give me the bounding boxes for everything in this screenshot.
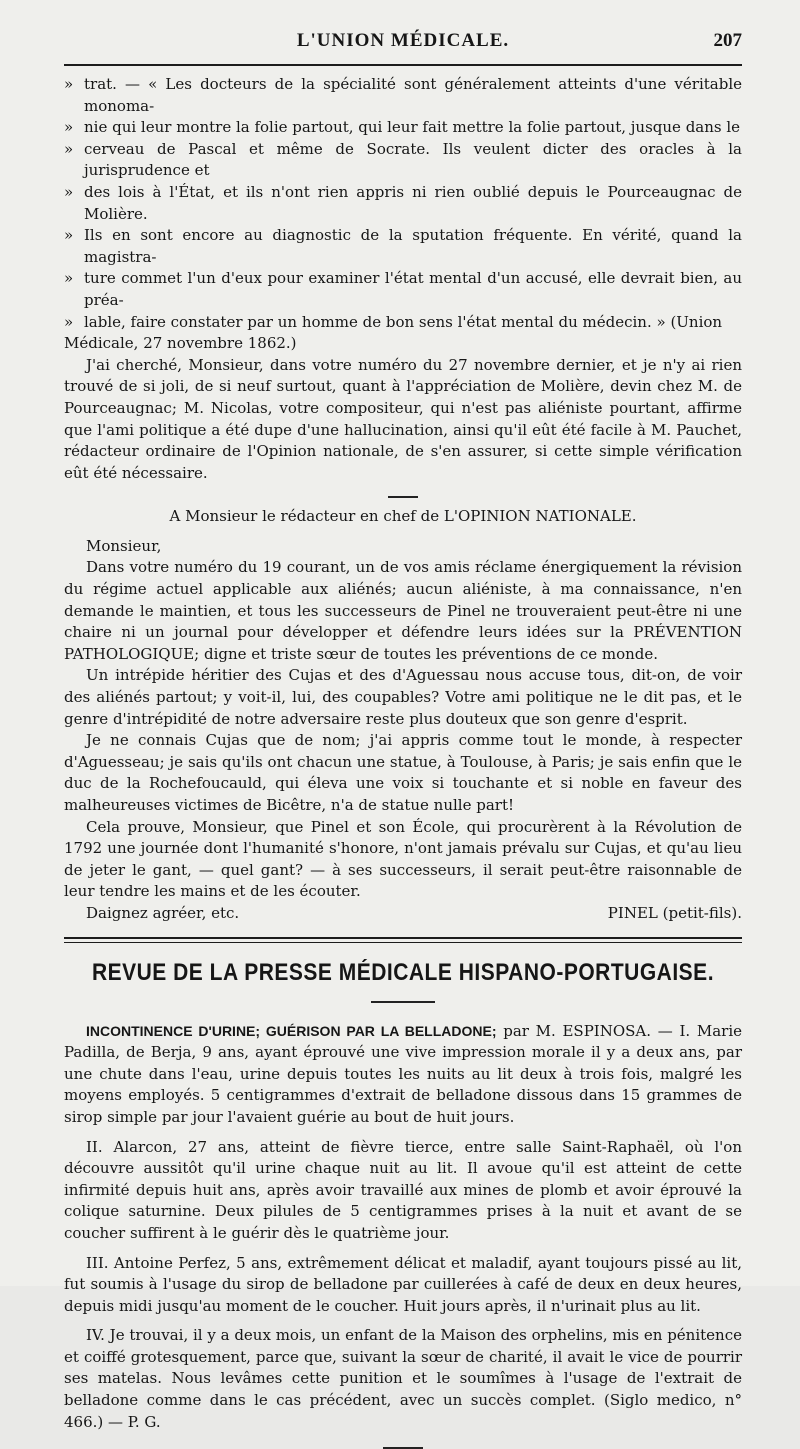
quotation-line-text: lable, faire constater par un homme de bon sens l'état mental du médecin. » (Union bbox=[84, 312, 723, 331]
quotation-line bbox=[64, 225, 742, 268]
closing-formula: Daignez agréer, etc. bbox=[86, 903, 240, 922]
quotation-line bbox=[64, 268, 742, 311]
article-case-3: III. Antoine Perfez, 5 ans, extrêmement délicat et maladif, ayant toujours pissé au lit, fut soumis à l'usage du sirop de belladone par cuillerées à café de deux en deux heures, depuis midi jusqu'au moment de le coucher. Huit jours après, il n'urinait plus au lit. bbox=[64, 1253, 742, 1315]
separator-rule bbox=[371, 1001, 435, 1003]
guillemet-mark: » bbox=[64, 75, 74, 93]
quotation-line-text: Ils en sont encore au diagnostic de la sputation fréquente. En vérité, quand la magistra- bbox=[84, 226, 742, 266]
guillemet-mark: » bbox=[64, 312, 74, 331]
letter-heading: A Monsieur le rédacteur en chef de L'OPINION NATIONALE. bbox=[169, 507, 637, 526]
guillemet-mark: » bbox=[64, 269, 74, 288]
quotation-line-text: ture commet l'un d'eux pour examiner l'état mental d'un accusé, elle devrait bien, au préa- bbox=[84, 269, 742, 309]
quotation-line bbox=[64, 312, 742, 334]
guillemet-mark: » bbox=[64, 182, 74, 201]
salutation: Monsieur, bbox=[86, 536, 162, 555]
article-case-2: II. Alarcon, 27 ans, atteint de fièvre tierce, entre salle Saint-Raphaël, où l'on découvre aussitôt qu'il urine chaque nuit au lit. Il avoue qu'il est atteint de cette infirmité depuis huit ans, après avoir travaillé aux mines de plomb et avoir éprouvé la colique saturnine. Deux pilules de 5 centigrammes prises à la nuit et avant de se coucher suffirent à le guérir dès le quatrième jour. bbox=[64, 1137, 742, 1242]
paragraph: J'ai cherché, Monsieur, dans votre numéro du 27 novembre dernier, et je n'y ai rien trouvé de si joli, de si neuf surtout, quant à l'appréciation de Molière, devin chez M. de Pourceaugnac; M. Nicolas, votre compositeur, qui n'est pas aliéniste pourtant, affirme que l'ami politique a été dupe d'une hallucination, ainsi qu'il eût été facile à M. Pauchet, rédacteur ordinaire de l'Opinion nationale, de s'en assurer, si cette simple vérification eût été nécessaire. bbox=[64, 355, 742, 482]
quotation-block bbox=[64, 74, 742, 333]
quotation-line-text: nie qui leur montre la folie partout, qui leur fait mettre la folie partout, jusque dans le bbox=[84, 118, 741, 137]
article-case-4: IV. Je trouvai, il y a deux mois, un enfant de la Maison des orphelins, mis en pénitence et coiffé grotesquement, parce que, suivant la sœur de charité, il avait le vice de pourrir ses matelas. Nous levâmes cette punition et le soumîmes à l'usage de l'extrait de belladone comme dans le cas précédent, avec un succès complet. (Siglo medico, n° 466.) — P. G. bbox=[64, 1326, 742, 1431]
quotation-end: Médicale, 27 novembre 1862.) bbox=[64, 334, 297, 353]
section-double-rule bbox=[64, 937, 742, 943]
signature: PINEL (petit-fils). bbox=[607, 903, 742, 922]
letter-closing bbox=[64, 903, 742, 925]
running-head: L'UNION MÉDICALE. bbox=[296, 30, 510, 51]
separator-rule bbox=[388, 496, 418, 498]
quotation-line bbox=[64, 74, 742, 117]
page-header bbox=[64, 28, 742, 66]
quotation-line-text: cerveau de Pascal et même de Socrate. Ils veulent dicter des oracles à la jurisprudence et bbox=[84, 139, 742, 180]
article-case-1 bbox=[64, 1021, 742, 1129]
quotation-line bbox=[64, 139, 742, 182]
quotation-line-text: trat. — « Les docteurs de la spécialité sont généralement atteints d'une véritable monoma- bbox=[84, 75, 742, 115]
guillemet-mark: » bbox=[64, 226, 74, 245]
case-text: par M. ESPINOSA. — I. Marie Padilla, de Berja, 9 ans, ayant éprouvé une vive impression morale il y a deux ans, par une chute dans l'eau, urine depuis toutes les nuits au lit deux à trois fois, malgré les moyens employés. 5 centigrammes d'extrait de belladone dissous dans 15 grammes de sirop simple par jour l'avaient guérie au bout de huit jours. bbox=[64, 1021, 742, 1126]
quotation-line bbox=[64, 117, 742, 139]
page-number: 207 bbox=[713, 30, 742, 51]
letter-paragraph: Un intrépide héritier des Cujas et des d'Aguessau nous accuse tous, dit-on, de voir des aliénés partout; y voit-il, lui, des coupables? Votre ami politique ne le dit pas, et le genre d'intrépidité de notre adversaire reste plus douteux que son genre d'esprit. bbox=[64, 666, 742, 728]
quotation-line bbox=[64, 182, 742, 225]
quotation-line-text: des lois à l'État, et ils n'ont rien appris ni rien oublié depuis le Pourceaugnac de Molière. bbox=[84, 182, 742, 223]
guillemet-mark: » bbox=[64, 139, 74, 158]
letter-paragraph: Cela prouve, Monsieur, que Pinel et son École, qui procurèrent à la Révolution de 1792 une journée dont l'humanité s'honore, n'ont jamais prévalu sur Cujas, et qu'au lieu de jeter le gant, — quel gant? — à ses successeurs, il serait peut-être raisonnable de leur tendre les mains et de les écouter. bbox=[64, 817, 742, 901]
article-title: INCONTINENCE D'URINE; GUÉRISON PAR LA BELLADONE; bbox=[86, 1022, 497, 1039]
guillemet-mark: » bbox=[64, 118, 74, 137]
letter-paragraph: Dans votre numéro du 19 courant, un de vos amis réclame énergiquement la révision du régime actuel applicable aux aliénés; aucun aliéniste, à ma connaissance, n'en demande le maintien, et tous les successeurs de Pinel ne trouveraient peut-être ni une chaire ni un journal pour développer et défendre leurs idées sur la PRÉVENTION PATHOLOGIQUE; digne et triste sœur de toutes les préventions de ce monde. bbox=[64, 558, 742, 663]
letter-paragraph: Je ne connais Cujas que de nom; j'ai appris comme tout le monde, à respecter d'Aguesseau; je sais qu'ils ont chacun une statue, à Toulouse, à Paris; je sais enfin que le duc de la Rochefoucauld, qui éleva une voix si touchante et si noble en faveur des malheureuses victimes de Bicêtre, n'a de statue nulle part! bbox=[64, 731, 742, 814]
section-title: REVUE DE LA PRESSE MÉDICALE HISPANO-PORTUGAISE. bbox=[91, 958, 715, 986]
